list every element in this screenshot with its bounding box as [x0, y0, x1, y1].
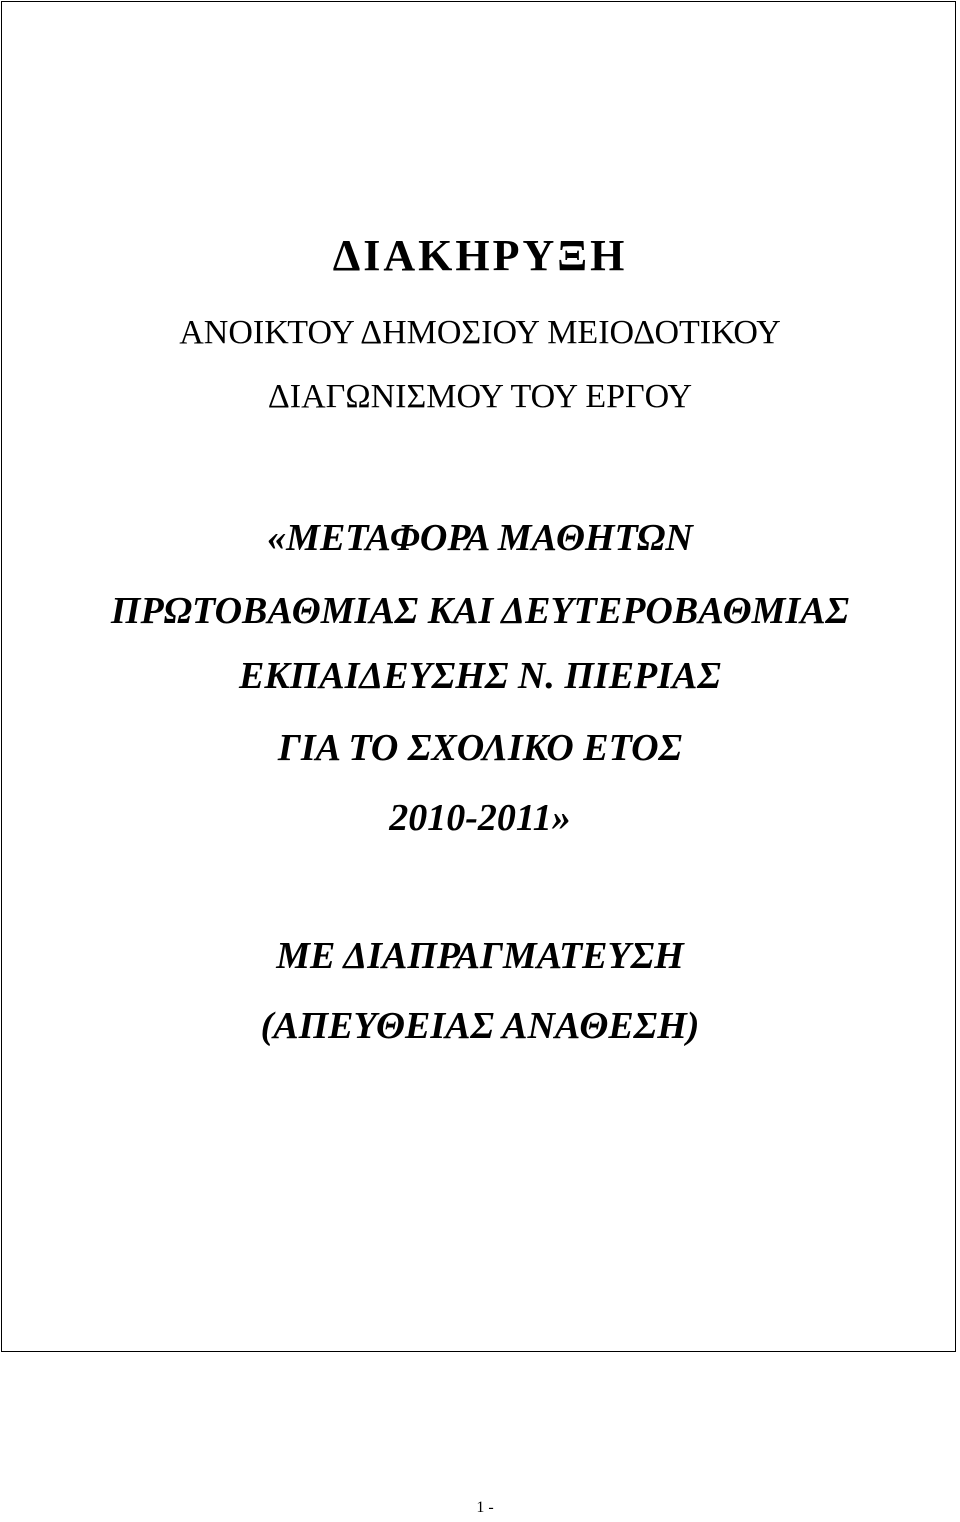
procedure-line-2: (ΑΠΕΥΘΕΙΑΣ ΑΝΑΘΕΣΗ): [260, 1005, 700, 1047]
document-title: ΔΙΑΚΗΡΥΞΗ: [332, 231, 628, 280]
project-line-2: ΠΡΩΤΟΒΑΘΜΙΑΣ ΚΑΙ ΔΕΥΤΕΡΟΒΑΘΜΙΑΣ: [110, 590, 850, 632]
page-number: 1 -: [476, 1499, 494, 1516]
project-line-3: ΕΚΠΑΙΔΕΥΣΗΣ Ν. ΠΙΕΡΙΑΣ: [239, 655, 721, 697]
subtitle-line-2: ΔΙΑΓΩΝΙΣΜΟΥ ΤΟΥ ΕΡΓΟΥ: [267, 378, 693, 415]
project-line-1: «ΜΕΤΑΦΟΡΑ ΜΑΘΗΤΩΝ: [267, 517, 693, 559]
project-line-5: 2010-2011»: [389, 797, 571, 839]
subtitle-line-1: ΑΝΟΙΚΤΟΥ ΔΗΜΟΣΙΟΥ ΜΕΙΟΔΟΤΙΚΟΥ: [179, 314, 781, 351]
procedure-line-1: ΜΕ ΔΙΑΠΡΑΓΜΑΤΕΥΣΗ: [276, 935, 684, 977]
project-line-4: ΓΙΑ ΤΟ ΣΧΟΛΙΚΟ ΕΤΟΣ: [277, 727, 683, 769]
